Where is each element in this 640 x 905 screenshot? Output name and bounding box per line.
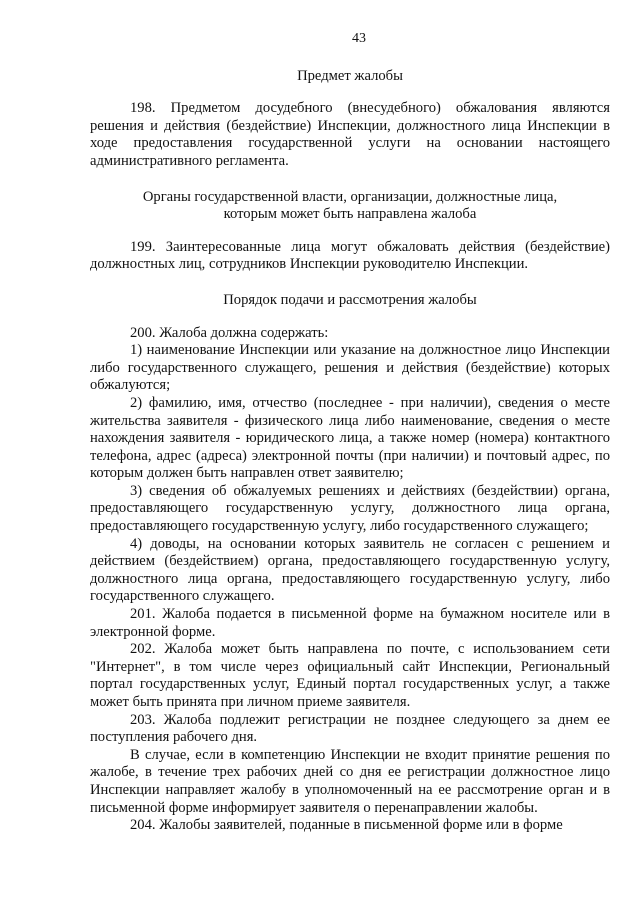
section-heading-authorities-line2: которым может быть направлена жалоба xyxy=(223,206,477,223)
section-heading-authorities xyxy=(90,189,610,224)
paragraph-199: 199. Заинтересованные лица могут обжаловать действия (бездействие) должностных лиц, сотрудников Инспекции руководителю Инспекции. xyxy=(90,238,610,273)
paragraph-203-continued: В случае, если в компетенцию Инспекции не входит принятие решения по жалобе, в течение трех рабочих дней со дня ее регистрации должностное лицо Инспекции направляет жалобу в уполномоченный на ее рассмотрение орган и в письменной форме информирует заявителя о перенаправлении жалобы. xyxy=(90,746,610,816)
section-heading-procedure: Порядок подачи и рассмотрения жалобы xyxy=(223,291,477,308)
section-heading-authorities-line1: Органы государственной власти, организации, должностные лица, xyxy=(142,188,558,205)
document-page xyxy=(90,30,610,835)
section-heading-complaint-subject: Предмет жалобы xyxy=(297,67,403,84)
paragraph-203: 203. Жалоба подлежит регистрации не позднее следующего за днем ее поступления рабочего дня. xyxy=(90,711,610,746)
paragraph-204: 204. Жалобы заявителей, поданные в письменной форме или в форме xyxy=(130,817,563,834)
list-item-1: 1) наименование Инспекции или указание на должностное лицо Инспекции либо государственного служащего, решения и действия (бездействие) которых обжалуются; xyxy=(90,342,610,394)
paragraph-202: 202. Жалоба может быть направлена по почте, с использованием сети "Интернет", в том числе через официальный сайт Инспекции, Региональный портал государственных услуг, Единый портал государственных услуг, а также может быть принята при личном приеме заявителя. xyxy=(90,641,610,710)
list-item-3: 3) сведения об обжалуемых решениях и действиях (бездействии) органа, предоставляющего государственную услугу, должностного лица органа, предоставляющего государственную услугу, либо государственного служащего; xyxy=(90,482,610,535)
list-item-4: 4) доводы, на основании которых заявитель не согласен с решением и действием (бездействием) органа, предоставляющего государственную услугу, должностного лица органа, предоставляющего государственную услугу, либо государственного служащего. xyxy=(90,535,610,605)
paragraph-200: 200. Жалоба должна содержать: xyxy=(130,324,329,341)
paragraph-198: 198. Предметом досудебного (внесудебного) обжалования являются решения и действия (бездействие) Инспекции, должностного лица Инспекции в ходе предоставления государственной услуги на основании настоящего административного регламента. xyxy=(90,100,610,169)
list-item-2: 2) фамилию, имя, отчество (последнее - при наличии), сведения о месте жительства заявителя - физического лица либо наименование, сведения о месте нахождения заявителя - юридического лица, а также номер (номера) контактного телефона, адрес (адреса) электронной почты (при наличии) и почтовый адрес, по которым должен быть направлен ответ заявителю; xyxy=(90,394,610,482)
paragraph-201: 201. Жалоба подается в письменной форме на бумажном носителе или в электронной форме. xyxy=(90,606,610,640)
page-number: 43 xyxy=(352,31,366,46)
